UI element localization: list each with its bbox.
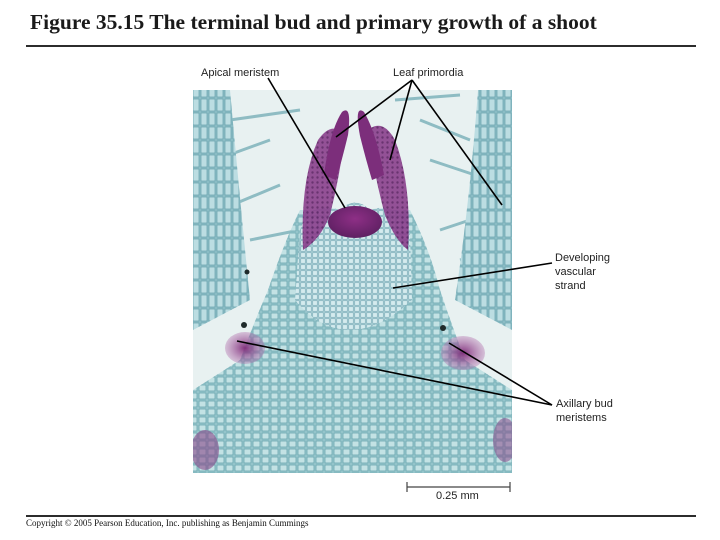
micrograph-image: [191, 90, 517, 473]
label-apical-meristem: Apical meristem: [201, 67, 280, 79]
footer-rule: [26, 515, 696, 517]
label-vascular-line3: strand: [555, 280, 586, 292]
label-vascular-line1: Developing: [555, 252, 611, 264]
copyright-text: Copyright © 2005 Pearson Education, Inc. publishing as Benjamin Cummings: [26, 518, 309, 528]
label-axillary-line1: Axillary bud: [556, 398, 613, 410]
label-leaf-primordia: Leaf primordia: [393, 67, 464, 79]
label-axillary-bud: [556, 397, 613, 425]
label-vascular-line2: vascular: [555, 266, 596, 278]
scale-bar-label: 0.25 mm: [436, 490, 479, 502]
figure-title: Figure 35.15 The terminal bud and primary growth of a shoot: [30, 10, 597, 34]
label-axillary-line2: meristems: [556, 412, 607, 424]
label-vascular-strand: [555, 251, 610, 293]
